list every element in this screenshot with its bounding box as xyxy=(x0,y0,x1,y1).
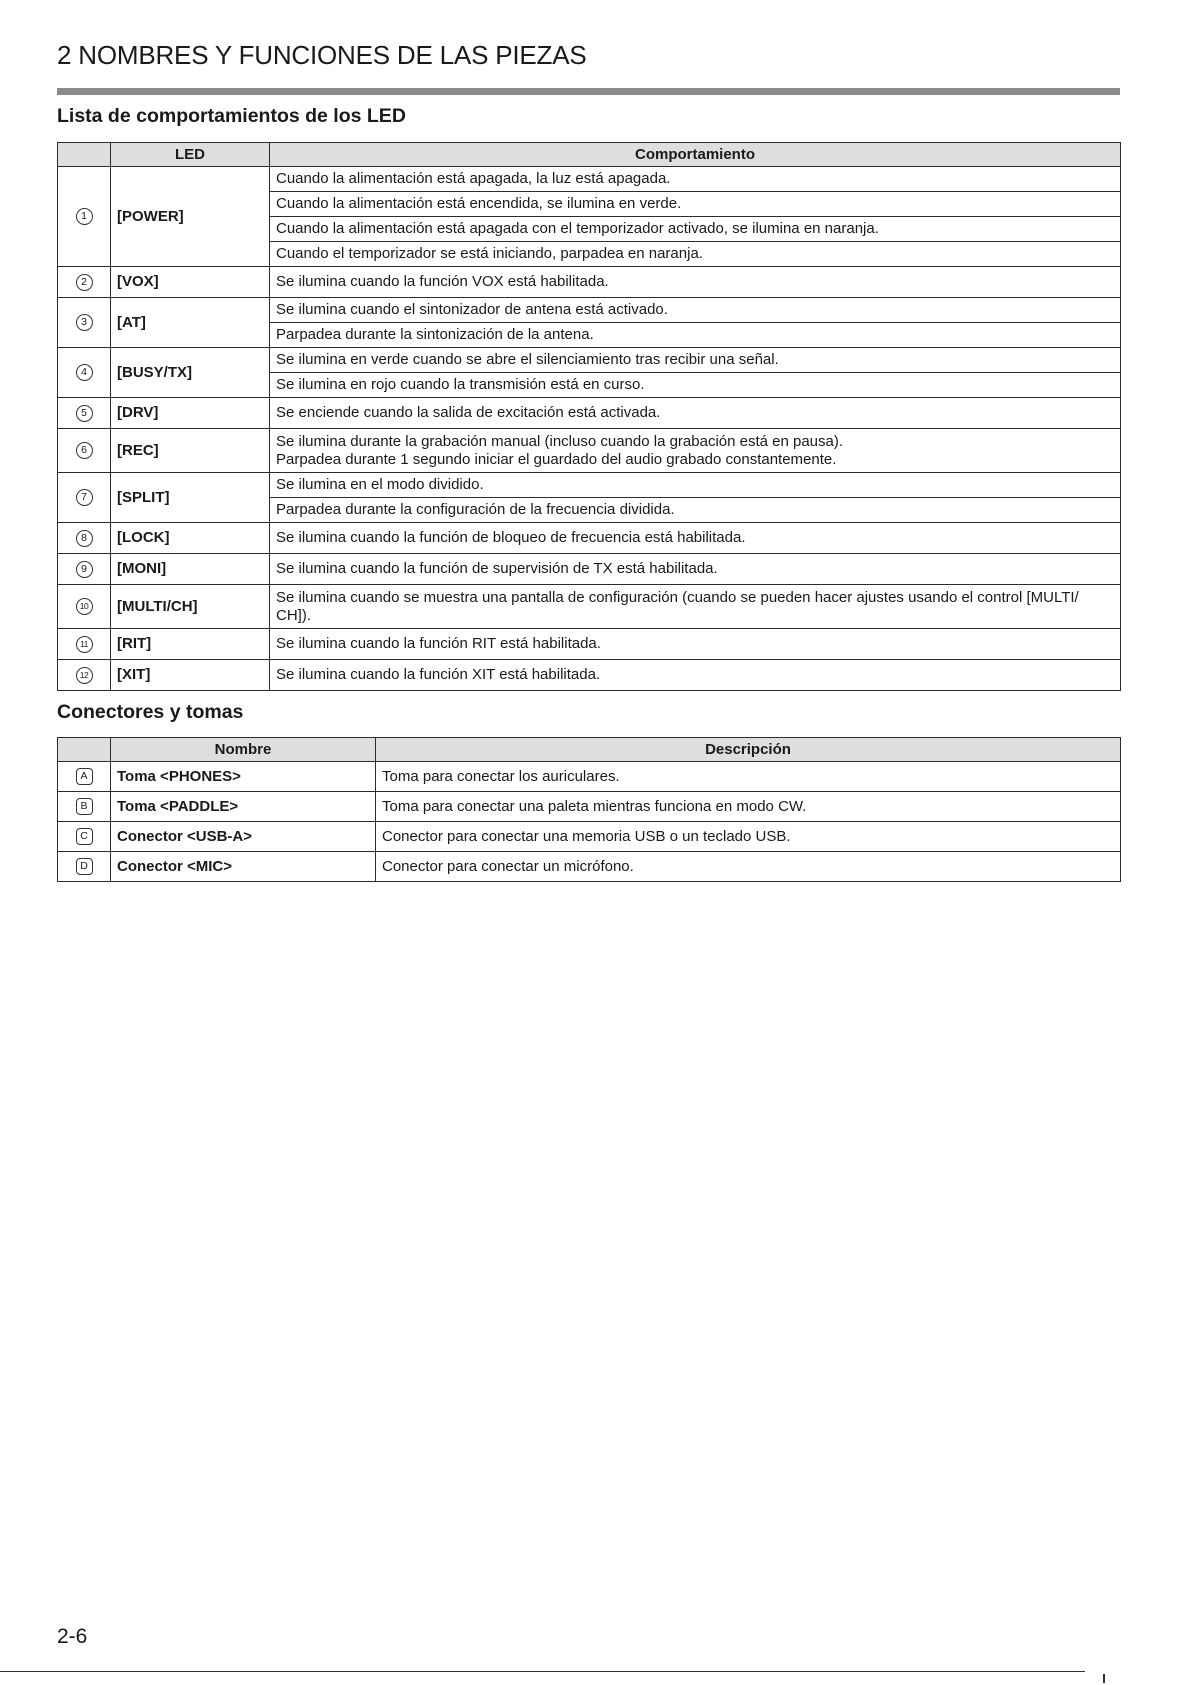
connector-letter xyxy=(58,822,111,852)
led-table-row xyxy=(58,473,1121,498)
connector-table-row xyxy=(58,822,1121,852)
led-name: [AT] xyxy=(111,298,270,348)
led-number xyxy=(58,585,111,629)
led-name: [RIT] xyxy=(111,629,270,660)
circled-number-icon: 4 xyxy=(76,364,93,381)
header-num xyxy=(58,143,111,167)
connector-table-row xyxy=(58,852,1121,882)
connector-section-title: Conectores y tomas xyxy=(57,701,244,723)
led-behavior-table xyxy=(57,142,1121,691)
led-number xyxy=(58,267,111,298)
led-name: [DRV] xyxy=(111,398,270,429)
led-behavior: Se ilumina cuando la función VOX está habilitada. xyxy=(270,267,1121,298)
led-number xyxy=(58,348,111,398)
header-description: Descripción xyxy=(376,738,1121,762)
led-behavior: Se ilumina en rojo cuando la transmisión está en curso. xyxy=(270,373,1121,398)
led-table-row xyxy=(58,585,1121,629)
header-name: Nombre xyxy=(111,738,376,762)
boxed-letter-icon: C xyxy=(76,828,93,845)
connector-letter xyxy=(58,852,111,882)
circled-number-icon: 6 xyxy=(76,442,93,459)
circled-number-icon: 9 xyxy=(76,561,93,578)
connector-letter xyxy=(58,762,111,792)
boxed-letter-icon: B xyxy=(76,798,93,815)
led-number xyxy=(58,629,111,660)
led-number xyxy=(58,167,111,267)
led-number xyxy=(58,473,111,523)
connector-table-row xyxy=(58,762,1121,792)
boxed-letter-icon: D xyxy=(76,858,93,875)
footer-tick xyxy=(1103,1674,1105,1683)
connector-name: Toma <PHONES> xyxy=(111,762,376,792)
led-table-row xyxy=(58,523,1121,554)
connector-name: Conector <USB-A> xyxy=(111,822,376,852)
led-name: [REC] xyxy=(111,429,270,473)
header-led: LED xyxy=(111,143,270,167)
led-number xyxy=(58,298,111,348)
led-table-row xyxy=(58,429,1121,473)
led-number xyxy=(58,554,111,585)
led-table-row xyxy=(58,398,1121,429)
led-behavior: Se enciende cuando la salida de excitación está activada. xyxy=(270,398,1121,429)
led-behavior: Se ilumina cuando la función XIT está habilitada. xyxy=(270,660,1121,691)
led-behavior: Se ilumina cuando la función RIT está habilitada. xyxy=(270,629,1121,660)
page-number: 2-6 xyxy=(57,1625,88,1648)
led-name: [BUSY/TX] xyxy=(111,348,270,398)
led-table-row xyxy=(58,267,1121,298)
led-behavior: Se ilumina cuando el sintonizador de antena está activado. xyxy=(270,298,1121,323)
connector-description: Toma para conectar una paleta mientras funciona en modo CW. xyxy=(376,792,1121,822)
led-name: [SPLIT] xyxy=(111,473,270,523)
chapter-rule xyxy=(57,88,1120,95)
led-behavior: Cuando la alimentación está apagada, la luz está apagada. xyxy=(270,167,1121,192)
led-table-row xyxy=(58,298,1121,323)
led-behavior: Cuando el temporizador se está iniciando, parpadea en naranja. xyxy=(270,242,1121,267)
connector-table-row xyxy=(58,792,1121,822)
connector-name: Conector <MIC> xyxy=(111,852,376,882)
led-number xyxy=(58,523,111,554)
led-behavior: Parpadea durante la configuración de la frecuencia dividida. xyxy=(270,498,1121,523)
led-number xyxy=(58,429,111,473)
circled-number-icon: 11 xyxy=(76,636,93,653)
connector-name: Toma <PADDLE> xyxy=(111,792,376,822)
circled-number-icon: 5 xyxy=(76,405,93,422)
led-name: [LOCK] xyxy=(111,523,270,554)
led-behavior: Se ilumina cuando se muestra una pantalla de configuración (cuando se pueden hacer ajustes usando el control [MULTI/ CH]). xyxy=(270,585,1121,629)
led-name: [MONI] xyxy=(111,554,270,585)
led-table-row xyxy=(58,660,1121,691)
circled-number-icon: 10 xyxy=(76,598,93,615)
led-behavior: Cuando la alimentación está encendida, se ilumina en verde. xyxy=(270,192,1121,217)
led-table-row xyxy=(58,348,1121,373)
led-behavior: Cuando la alimentación está apagada con el temporizador activado, se ilumina en naranja. xyxy=(270,217,1121,242)
led-table-row xyxy=(58,554,1121,585)
connector-table xyxy=(57,737,1121,882)
led-name: [MULTI/CH] xyxy=(111,585,270,629)
header-num xyxy=(58,738,111,762)
circled-number-icon: 12 xyxy=(76,667,93,684)
circled-number-icon: 2 xyxy=(76,274,93,291)
footer-rule xyxy=(0,1671,1085,1672)
led-name: [XIT] xyxy=(111,660,270,691)
led-table-row xyxy=(58,167,1121,192)
connector-letter xyxy=(58,792,111,822)
led-behavior: Se ilumina cuando la función de supervisión de TX está habilitada. xyxy=(270,554,1121,585)
connector-description: Toma para conectar los auriculares. xyxy=(376,762,1121,792)
led-name: [POWER] xyxy=(111,167,270,267)
led-name: [VOX] xyxy=(111,267,270,298)
led-number xyxy=(58,660,111,691)
chapter-title: 2 NOMBRES Y FUNCIONES DE LAS PIEZAS xyxy=(57,40,587,70)
led-number xyxy=(58,398,111,429)
connector-description: Conector para conectar una memoria USB o un teclado USB. xyxy=(376,822,1121,852)
boxed-letter-icon: A xyxy=(76,768,93,785)
circled-number-icon: 1 xyxy=(76,208,93,225)
led-behavior: Se ilumina cuando la función de bloqueo de frecuencia está habilitada. xyxy=(270,523,1121,554)
circled-number-icon: 8 xyxy=(76,530,93,547)
led-behavior: Se ilumina en el modo dividido. xyxy=(270,473,1121,498)
connector-table-header xyxy=(58,738,1121,762)
connector-description: Conector para conectar un micrófono. xyxy=(376,852,1121,882)
circled-number-icon: 3 xyxy=(76,314,93,331)
led-behavior: Parpadea durante la sintonización de la antena. xyxy=(270,323,1121,348)
led-behavior: Se ilumina en verde cuando se abre el silenciamiento tras recibir una señal. xyxy=(270,348,1121,373)
header-behavior: Comportamiento xyxy=(270,143,1121,167)
circled-number-icon: 7 xyxy=(76,489,93,506)
led-behavior: Se ilumina durante la grabación manual (incluso cuando la grabación está en pausa). Parpadea durante 1 segundo iniciar el guardado del audio grabado constantemente. xyxy=(270,429,1121,473)
led-table-row xyxy=(58,629,1121,660)
led-table-header xyxy=(58,143,1121,167)
led-section-title: Lista de comportamientos de los LED xyxy=(57,105,406,127)
